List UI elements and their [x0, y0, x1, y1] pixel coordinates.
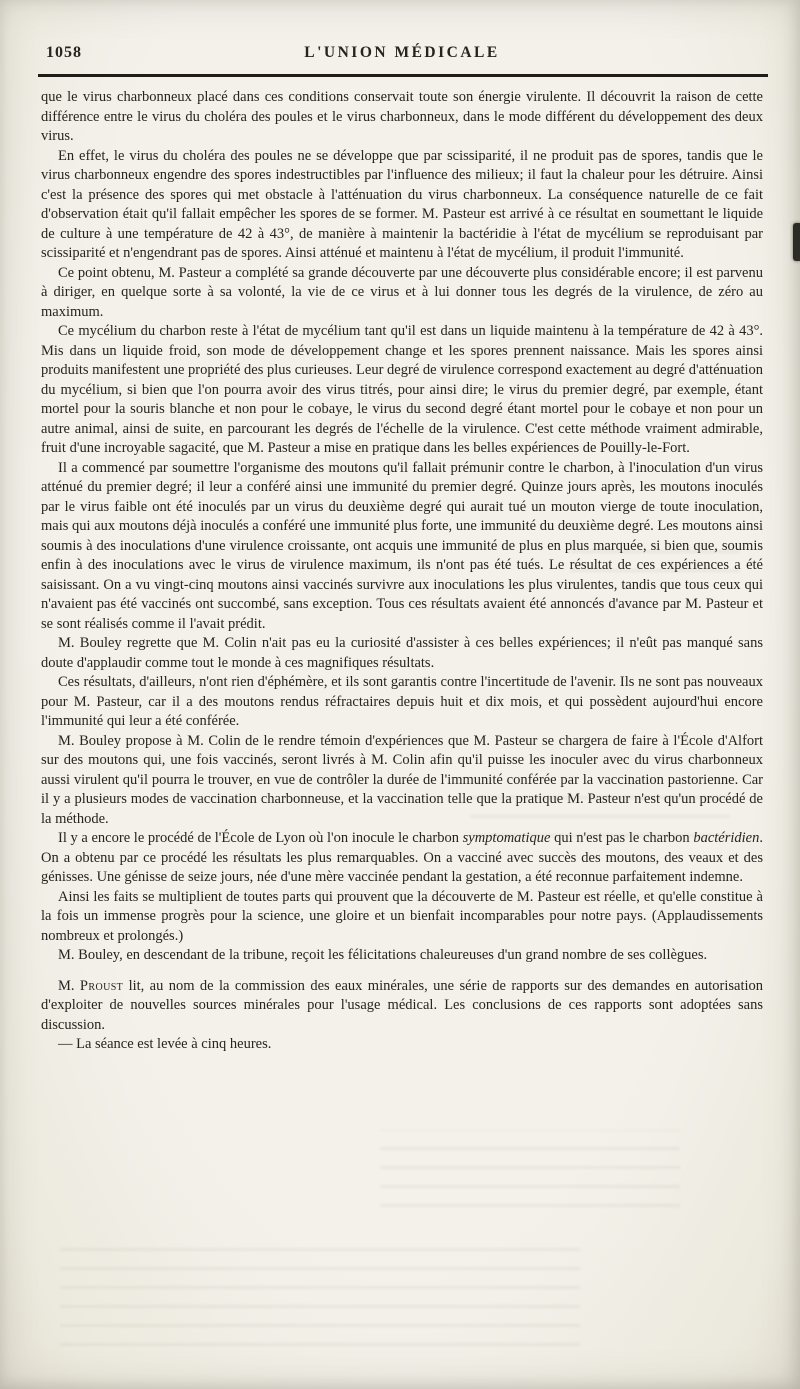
page-header — [40, 44, 764, 68]
text-segment: Ce mycélium du charbon reste à l'état de mycélium tant qu'il est dans un liquide maintenu à la température de 42 à 43°. Mis dans un liquide froid, son mode de développement change et les spores prennent naissance. Mais les spores ainsi produits manifestent une propriété des plus curieuses. Leur degré de virulence correspond exactement au degré d'atténuation du mycélium, si bien que l'on pourra avoir des virus titrés, pour ainsi dire; le virus du premier degré, par exemple, étant mortel pour la souris blanche et non pour le cobaye, le virus du second degré étant mortel pour le cobaye et non pour un autre animal, ainsi de suite, en parcourant les degrés de l'échelle de la virulence. C'est cette méthode vraiment admirable, fruit d'une incroyable sagacité, que M. Pasteur a mise en pratique dans les belles expériences de Pouilly-le-Fort. — [41, 323, 763, 456]
text-segment: lit, au nom de la commission des eaux minérales, une série de rapports sur des demandes en autorisation d'exploiter de nouvelles sources minérales pour l'usage médical. Les conclusions de ces rapports sont adoptées sans discussion. — [41, 977, 763, 1033]
paragraph — [41, 264, 763, 323]
text-segment: Proust — [79, 977, 124, 994]
paragraph — [41, 147, 763, 264]
text-segment: M. — [58, 977, 80, 994]
paragraph — [41, 888, 763, 947]
text-segment: bactéridien — [693, 830, 760, 846]
paragraph — [41, 634, 763, 673]
paragraph — [41, 1035, 763, 1055]
text-segment: — La séance est levée à cinq heures. — [58, 1036, 272, 1052]
text-segment: Ainsi les faits se multiplient de toutes parts qui prouvent que la découverte de M. Pasteur est réelle, et qu'elle constitue à la fois un immense progrès pour la science, une gloire et un bienfait incomparables pour notre pays. (Applaudissements nombreux et prolongés.) — [41, 888, 763, 944]
text-segment: M. Bouley propose à M. Colin de le rendre témoin d'expériences que M. Pasteur se chargera de faire à l'École d'Alfort sur des moutons qui, une fois vaccinés, seront livrés à M. Colin afin qu'il puisse les inoculer avec du virus charbonneux aussi virulent qu'il pourra le trouver, en vue de contrôler la durée de l'immunité conférée par la vaccination pastorienne. Car il y a plusieurs modes de vaccination charbonneuse, et la vaccination telle que la pratique M. Pasteur n'est qu'un procédé de la méthode. — [41, 732, 763, 827]
journal-title: L'UNION MÉDICALE — [304, 44, 500, 61]
paragraph — [41, 459, 763, 635]
header-rule — [38, 74, 768, 77]
paragraph — [41, 829, 763, 888]
paragraph — [41, 946, 763, 966]
text-segment: En effet, le virus du choléra des poules ne se développe que par scissiparité, il ne produit pas de spores, tandis que le virus charbonneux engendre des spores indestructibles par l'influence des milieux; il faut la chaleur pour les détruire. Ainsi c'est la présence des spores qui met obstacle à l'atténuation du virus charbonneux. La conséquence naturelle de ce fait d'observation était qu'il fallait empêcher les spores de se former. M. Pasteur est arrivé à ce résultat en soumettant le liquide de culture à une température de 42 à 43°, de manière à maintenir la bactéridie à l'état de mycélium se reproduisant par scissiparité et n'engendrant pas de spores. Ainsi atténué et maintenu à l'état de mycélium, il produit l'immunité. — [41, 147, 763, 261]
text-segment: Ce point obtenu, M. Pasteur a complété sa grande découverte par une découverte plus considérable encore; il est parvenu à diriger, en quelque sorte à sa volonté, la vie de ce virus et à lui donner tous les degrés de la virulence, de zéro au maximum. — [41, 264, 763, 320]
text-segment: que le virus charbonneux placé dans ces conditions conservait toute son énergie virulente. Il découvrit la raison de cette différence entre le virus du choléra des poules et le virus charbonneux, dans le mode différent du développement des deux virus. — [41, 89, 763, 144]
scan-artifact — [793, 223, 800, 261]
text-segment: Il y a encore le procédé de l'École de Lyon où l'on inocule le charbon — [58, 830, 463, 846]
paragraph — [41, 732, 763, 830]
text-segment: Il a commencé par soumettre l'organisme des moutons qu'il fallait prémunir contre le charbon, à l'inoculation d'un virus atténué du premier degré; il leur a conféré ainsi une immunité du premier degré. Quinze jours après, les moutons inoculés par le virus faible ont été inoculés par un virus du deuxième degré qui aurait tué un mouton vierge de toute inoculation, mais qui aux moutons déjà inoculés a conféré une immunité plus forte, une immunité du deuxième degré. Les moutons ainsi soumis à des inoculations d'une virulence croissante, ont acquis une immunité de plus en plus marquée, si bien que, soumis enfin à des inoculations avec le virus de virulence maximum, ils n'ont pas été tués. Le résultat de ces expériences a été saisissant. On a vu vingt-cinq moutons ainsi vaccinés survivre aux inoculations les plus virulentes, tandis que tous ceux qui n'avaient pas été vaccinés ont succombé, sans exception. Tous ces résultats avaient été annoncés d'avance par M. Pasteur et se sont réalisés comme il l'avait prédit. — [41, 459, 763, 632]
paragraph — [41, 88, 763, 147]
page-number: 1058 — [46, 44, 82, 61]
paragraph — [41, 977, 763, 1036]
text-segment: M. Bouley, en descendant de la tribune, reçoit les félicitations chaleureuses d'un grand nombre de ses collègues. — [58, 947, 708, 963]
text-segment: qui n'est pas le charbon — [550, 830, 694, 846]
text-segment: Ces résultats, d'ailleurs, n'ont rien d'éphémère, et ils sont garantis contre l'incertitude de l'avenir. Ils ne sont pas nouveaux pour M. Pasteur, car il a des moutons rendus réfractaires depuis huit et dix mois, et qui possèdent aujourd'hui encore l'immunité qui leur a été conférée. — [41, 674, 763, 729]
text-segment: symptomatique — [462, 830, 551, 846]
page-bleedthrough-mark — [380, 1130, 680, 1220]
article-body — [41, 88, 763, 1055]
page-bleedthrough-mark — [60, 1239, 580, 1359]
text-segment: . On a obtenu par ce procédé les résultats les plus remarquables. On a vacciné avec succès des moutons, des veaux et des génisses. Une génisse de seize jours, née d'une mère vaccinée pendant la gestation, a été reconnue parfaitement indemne. — [41, 830, 763, 885]
text-segment: M. Bouley regrette que M. Colin n'ait pas eu la curiosité d'assister à ces belles expériences; il n'eût pas manqué sans doute d'applaudir comme tout le monde à ces magnifiques résultats. — [41, 635, 763, 671]
paragraph — [41, 322, 763, 459]
paragraph — [41, 673, 763, 732]
